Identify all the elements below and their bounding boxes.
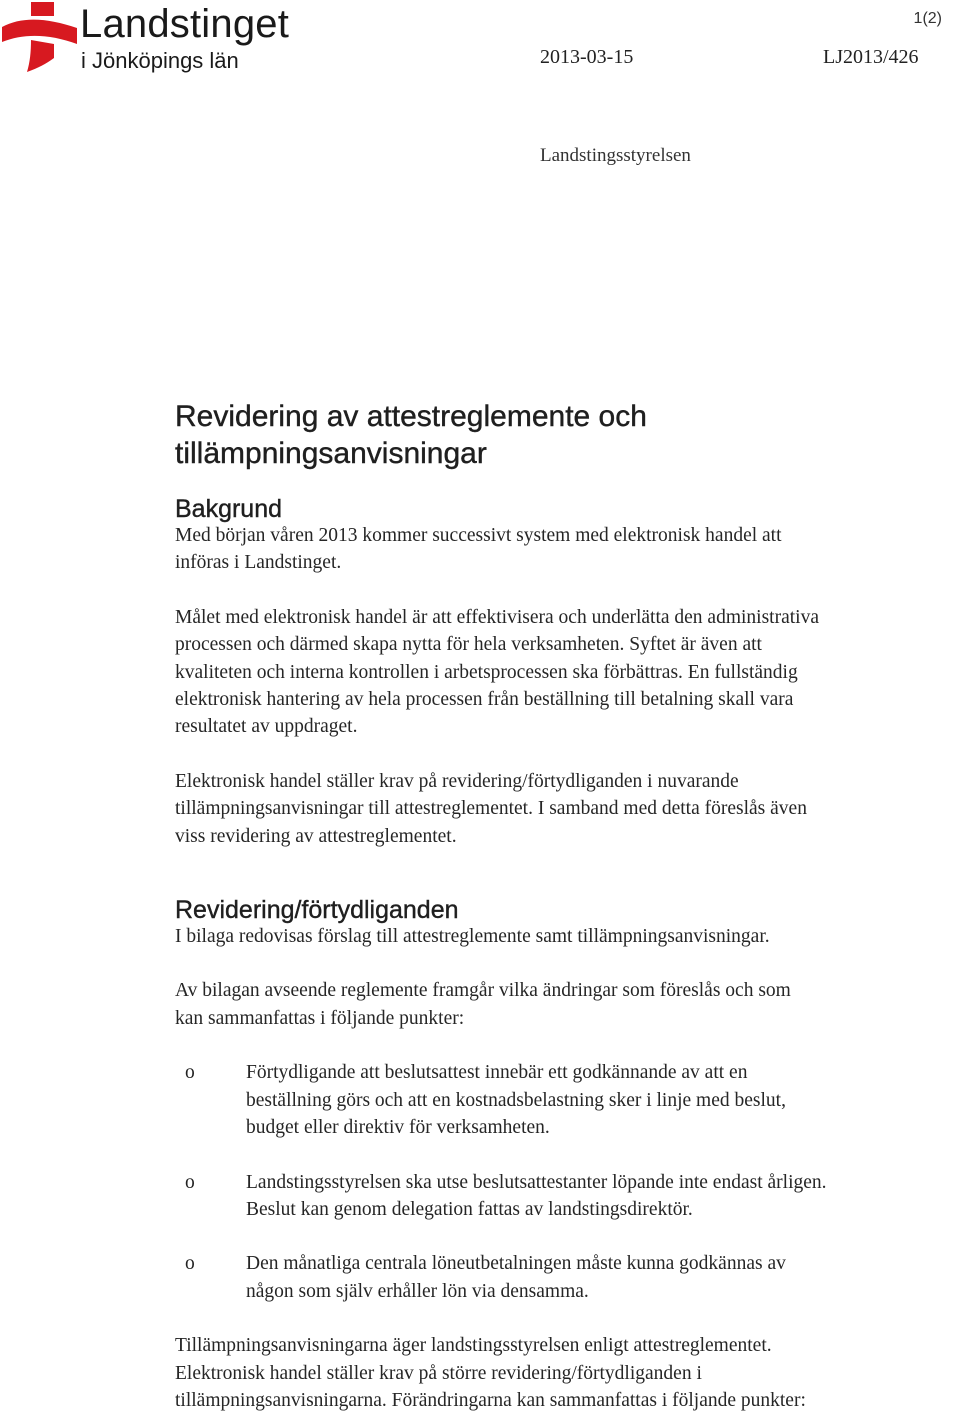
document-body (175, 398, 960, 1414)
recipient: Landstingsstyrelsen (540, 145, 691, 166)
list-item (175, 1250, 960, 1305)
document-title: Revidering av attestreglemente och tillämpningsanvisningar (175, 400, 647, 470)
paragraph: Målet med elektronisk handel är att effektivisera och underlätta den administrativa processen och därmed skapa nytta för hela verksamheten. Syftet är även att kvaliteten och interna kontrollen i arbetsprocessen ska förbättras. En fullständig elektronisk hantering av hela processen från beställning till betalning skall vara resultatet av uppdraget. (175, 606, 819, 738)
page-number: 1(2) (913, 10, 942, 27)
organization-logo (0, 0, 320, 80)
list-item-text: Förtydligande att beslutsattest innebär ett godkännande av att en beställning görs och att en kostnadsbelastning sker i linje med beslut, budget eller direktiv för verksamheten. (246, 1062, 786, 1139)
paragraph: I bilaga redovisas förslag till attestreglemente samt tillämpningsanvisningar. (175, 926, 770, 948)
list-item-text: Landstingsstyrelsen ska utse beslutsattestanter löpande inte endast årligen. Beslut kan genom delegation fattas av landstingsdirektör. (246, 1171, 827, 1220)
section-heading-bakgrund: Bakgrund (175, 495, 283, 523)
list-item (175, 1169, 960, 1224)
bullet-marker: o (185, 1253, 195, 1275)
bullet-list (175, 1059, 960, 1305)
paragraph: Med början våren 2013 kommer successivt system med elektronisk handel att införas i Landstinget. (175, 525, 782, 574)
document-reference: LJ2013/426 (823, 46, 919, 68)
paragraph: Av bilagan avseende reglemente framgår vilka ändringar som föreslås och som kan sammanfattas i följande punkter: (175, 980, 791, 1029)
logo-subtitle: i Jönköpings län (81, 48, 239, 73)
list-item-text: Den månatliga centrala löneutbetalningen måste kunna godkännas av någon som själv erhåller lön via densamma. (246, 1253, 786, 1302)
list-item (175, 1059, 960, 1141)
landstinget-cross-logo-icon (0, 0, 80, 76)
bullet-marker: o (185, 1062, 195, 1084)
bullet-marker: o (185, 1171, 195, 1193)
paragraph: Tillämpningsanvisningarna äger landstingsstyrelsen enligt attestreglementet. Elektronisk handel ställer krav på större revidering/förtydliganden i tillämpningsanvisningarna. Förändringarna kan sammanfattas i följande punkter: (175, 1335, 806, 1411)
section-heading-revidering: Revidering/förtydliganden (175, 896, 459, 925)
paragraph: Elektronisk handel ställer krav på revidering/förtydliganden i nuvarande tillämpningsanvisningar till attestreglementet. I samband med detta föreslås även viss revidering av attestreglementet. (175, 770, 807, 847)
document-date: 2013-03-15 (540, 46, 634, 68)
logo-title: Landstinget (80, 2, 290, 46)
